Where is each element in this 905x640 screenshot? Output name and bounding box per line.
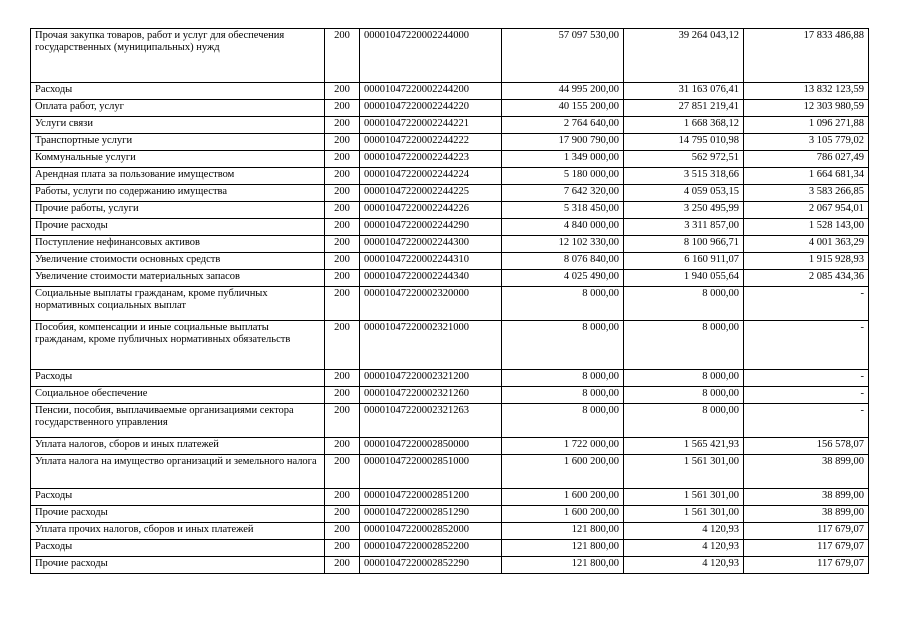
row-approved-cell: 57 097 530,00 — [502, 29, 624, 83]
table-row — [31, 219, 869, 236]
row-approved-cell: 121 800,00 — [502, 540, 624, 557]
row-code-cell: 200 — [325, 29, 360, 83]
row-name-cell: Работы, услуги по содержанию имущества — [31, 185, 325, 202]
row-kbk-cell: 00001047220002244200 — [360, 83, 502, 100]
row-executed-cell: 3 515 318,66 — [624, 168, 744, 185]
row-executed-cell: 1 940 055,64 — [624, 270, 744, 287]
row-code-cell: 200 — [325, 236, 360, 253]
row-name-cell: Уплата налога на имущество организаций и земельного налога — [31, 455, 325, 489]
table-row — [31, 117, 869, 134]
row-name-cell: Коммунальные услуги — [31, 151, 325, 168]
row-code-cell: 200 — [325, 321, 360, 370]
row-kbk-cell: 00001047220002851200 — [360, 489, 502, 506]
row-unexecuted-cell: 2 067 954,01 — [744, 202, 869, 219]
row-executed-cell: 1 561 301,00 — [624, 455, 744, 489]
row-executed-cell: 1 565 421,93 — [624, 438, 744, 455]
row-executed-cell: 8 100 966,71 — [624, 236, 744, 253]
row-kbk-cell: 00001047220002321200 — [360, 370, 502, 387]
row-name-cell: Прочая закупка товаров, работ и услуг для обеспечения государственных (муниципальных) нужд — [31, 29, 325, 83]
row-approved-cell: 1 600 200,00 — [502, 489, 624, 506]
row-executed-cell: 4 120,93 — [624, 523, 744, 540]
row-code-cell: 200 — [325, 489, 360, 506]
table-row — [31, 523, 869, 540]
row-approved-cell: 8 000,00 — [502, 321, 624, 370]
table-row — [31, 185, 869, 202]
row-name-cell: Поступление нефинансовых активов — [31, 236, 325, 253]
row-approved-cell: 17 900 790,00 — [502, 134, 624, 151]
row-unexecuted-cell: 12 303 980,59 — [744, 100, 869, 117]
row-code-cell: 200 — [325, 557, 360, 574]
row-approved-cell: 8 000,00 — [502, 287, 624, 321]
row-kbk-cell: 00001047220002852200 — [360, 540, 502, 557]
table-row — [31, 404, 869, 438]
row-name-cell: Арендная плата за пользование имуществом — [31, 168, 325, 185]
row-approved-cell: 40 155 200,00 — [502, 100, 624, 117]
table-row — [31, 236, 869, 253]
table-row — [31, 370, 869, 387]
row-name-cell: Уплата прочих налогов, сборов и иных платежей — [31, 523, 325, 540]
table-row — [31, 321, 869, 370]
table-row — [31, 455, 869, 489]
row-name-cell: Расходы — [31, 489, 325, 506]
row-code-cell: 200 — [325, 219, 360, 236]
table-row — [31, 100, 869, 117]
table-row — [31, 287, 869, 321]
row-executed-cell: 8 000,00 — [624, 287, 744, 321]
row-code-cell: 200 — [325, 270, 360, 287]
row-kbk-cell: 00001047220002244226 — [360, 202, 502, 219]
row-code-cell: 200 — [325, 134, 360, 151]
row-approved-cell: 4 025 490,00 — [502, 270, 624, 287]
row-name-cell: Пенсии, пособия, выплачиваемые организациями сектора государственного управления — [31, 404, 325, 438]
row-kbk-cell: 00001047220002244340 — [360, 270, 502, 287]
row-unexecuted-cell: 117 679,07 — [744, 540, 869, 557]
row-code-cell: 200 — [325, 117, 360, 134]
row-unexecuted-cell: 13 832 123,59 — [744, 83, 869, 100]
row-executed-cell: 1 561 301,00 — [624, 489, 744, 506]
row-code-cell: 200 — [325, 185, 360, 202]
row-executed-cell: 1 668 368,12 — [624, 117, 744, 134]
row-kbk-cell: 00001047220002852290 — [360, 557, 502, 574]
row-kbk-cell: 00001047220002321000 — [360, 321, 502, 370]
row-executed-cell: 3 250 495,99 — [624, 202, 744, 219]
row-kbk-cell: 00001047220002244223 — [360, 151, 502, 168]
row-executed-cell: 27 851 219,41 — [624, 100, 744, 117]
row-unexecuted-cell: 4 001 363,29 — [744, 236, 869, 253]
row-unexecuted-cell: 117 679,07 — [744, 557, 869, 574]
row-unexecuted-cell: - — [744, 287, 869, 321]
row-executed-cell: 31 163 076,41 — [624, 83, 744, 100]
row-unexecuted-cell: 2 085 434,36 — [744, 270, 869, 287]
row-unexecuted-cell: 156 578,07 — [744, 438, 869, 455]
row-unexecuted-cell: 1 915 928,93 — [744, 253, 869, 270]
table-row — [31, 387, 869, 404]
row-code-cell: 200 — [325, 168, 360, 185]
row-unexecuted-cell: - — [744, 370, 869, 387]
row-code-cell: 200 — [325, 151, 360, 168]
row-kbk-cell: 00001047220002244221 — [360, 117, 502, 134]
row-executed-cell: 1 561 301,00 — [624, 506, 744, 523]
table-row — [31, 253, 869, 270]
table-row — [31, 270, 869, 287]
row-name-cell: Пособия, компенсации и иные социальные выплаты гражданам, кроме публичных нормативных обязательств — [31, 321, 325, 370]
row-name-cell: Прочие расходы — [31, 219, 325, 236]
row-name-cell: Прочие расходы — [31, 557, 325, 574]
row-approved-cell: 8 000,00 — [502, 370, 624, 387]
row-name-cell: Расходы — [31, 83, 325, 100]
row-code-cell: 200 — [325, 202, 360, 219]
row-unexecuted-cell: 38 899,00 — [744, 489, 869, 506]
row-code-cell: 200 — [325, 370, 360, 387]
row-code-cell: 200 — [325, 438, 360, 455]
table-row — [31, 168, 869, 185]
row-executed-cell: 4 120,93 — [624, 557, 744, 574]
row-executed-cell: 4 120,93 — [624, 540, 744, 557]
row-code-cell: 200 — [325, 100, 360, 117]
row-unexecuted-cell: 117 679,07 — [744, 523, 869, 540]
row-name-cell: Прочие расходы — [31, 506, 325, 523]
row-code-cell: 200 — [325, 455, 360, 489]
row-code-cell: 200 — [325, 83, 360, 100]
row-kbk-cell: 00001047220002244222 — [360, 134, 502, 151]
row-executed-cell: 8 000,00 — [624, 321, 744, 370]
row-unexecuted-cell: 3 583 266,85 — [744, 185, 869, 202]
row-name-cell: Прочие работы, услуги — [31, 202, 325, 219]
row-kbk-cell: 00001047220002850000 — [360, 438, 502, 455]
row-name-cell: Оплата работ, услуг — [31, 100, 325, 117]
row-kbk-cell: 00001047220002244224 — [360, 168, 502, 185]
row-unexecuted-cell: 38 899,00 — [744, 455, 869, 489]
table-row — [31, 29, 869, 83]
row-code-cell: 200 — [325, 253, 360, 270]
row-name-cell: Социальные выплаты гражданам, кроме публичных нормативных социальных выплат — [31, 287, 325, 321]
row-unexecuted-cell: 3 105 779,02 — [744, 134, 869, 151]
row-approved-cell: 1 600 200,00 — [502, 455, 624, 489]
row-kbk-cell: 00001047220002851000 — [360, 455, 502, 489]
table-row — [31, 489, 869, 506]
row-approved-cell: 1 349 000,00 — [502, 151, 624, 168]
table-row — [31, 83, 869, 100]
row-name-cell: Уплата налогов, сборов и иных платежей — [31, 438, 325, 455]
row-approved-cell: 121 800,00 — [502, 557, 624, 574]
row-kbk-cell: 00001047220002244300 — [360, 236, 502, 253]
row-approved-cell: 5 180 000,00 — [502, 168, 624, 185]
row-approved-cell: 8 000,00 — [502, 387, 624, 404]
row-executed-cell: 8 000,00 — [624, 404, 744, 438]
row-name-cell: Транспортные услуги — [31, 134, 325, 151]
row-kbk-cell: 00001047220002244225 — [360, 185, 502, 202]
row-code-cell: 200 — [325, 523, 360, 540]
table-row — [31, 506, 869, 523]
table-row — [31, 134, 869, 151]
row-executed-cell: 39 264 043,12 — [624, 29, 744, 83]
row-name-cell: Социальное обеспечение — [31, 387, 325, 404]
row-kbk-cell: 00001047220002244290 — [360, 219, 502, 236]
row-code-cell: 200 — [325, 506, 360, 523]
row-executed-cell: 4 059 053,15 — [624, 185, 744, 202]
row-kbk-cell: 00001047220002320000 — [360, 287, 502, 321]
row-unexecuted-cell: 17 833 486,88 — [744, 29, 869, 83]
row-executed-cell: 14 795 010,98 — [624, 134, 744, 151]
row-code-cell: 200 — [325, 404, 360, 438]
row-approved-cell: 1 600 200,00 — [502, 506, 624, 523]
row-approved-cell: 12 102 330,00 — [502, 236, 624, 253]
row-unexecuted-cell: 1 528 143,00 — [744, 219, 869, 236]
row-kbk-cell: 00001047220002244310 — [360, 253, 502, 270]
row-code-cell: 200 — [325, 287, 360, 321]
row-name-cell: Увеличение стоимости материальных запасов — [31, 270, 325, 287]
row-approved-cell: 121 800,00 — [502, 523, 624, 540]
row-executed-cell: 6 160 911,07 — [624, 253, 744, 270]
row-approved-cell: 44 995 200,00 — [502, 83, 624, 100]
table-body — [31, 29, 869, 574]
row-approved-cell: 1 722 000,00 — [502, 438, 624, 455]
row-approved-cell: 5 318 450,00 — [502, 202, 624, 219]
table-row — [31, 438, 869, 455]
row-unexecuted-cell: - — [744, 387, 869, 404]
row-executed-cell: 8 000,00 — [624, 387, 744, 404]
row-code-cell: 200 — [325, 540, 360, 557]
expenditure-table — [30, 28, 869, 574]
row-kbk-cell: 00001047220002852000 — [360, 523, 502, 540]
row-approved-cell: 8 076 840,00 — [502, 253, 624, 270]
row-code-cell: 200 — [325, 387, 360, 404]
table-row — [31, 202, 869, 219]
row-name-cell: Услуги связи — [31, 117, 325, 134]
row-unexecuted-cell: 38 899,00 — [744, 506, 869, 523]
row-executed-cell: 562 972,51 — [624, 151, 744, 168]
row-kbk-cell: 00001047220002244000 — [360, 29, 502, 83]
row-name-cell: Расходы — [31, 540, 325, 557]
row-approved-cell: 2 764 640,00 — [502, 117, 624, 134]
table-row — [31, 557, 869, 574]
row-kbk-cell: 00001047220002321260 — [360, 387, 502, 404]
row-name-cell: Увеличение стоимости основных средств — [31, 253, 325, 270]
row-kbk-cell: 00001047220002851290 — [360, 506, 502, 523]
row-kbk-cell: 00001047220002244220 — [360, 100, 502, 117]
row-name-cell: Расходы — [31, 370, 325, 387]
row-unexecuted-cell: 786 027,49 — [744, 151, 869, 168]
row-kbk-cell: 00001047220002321263 — [360, 404, 502, 438]
row-executed-cell: 8 000,00 — [624, 370, 744, 387]
row-approved-cell: 8 000,00 — [502, 404, 624, 438]
row-executed-cell: 3 311 857,00 — [624, 219, 744, 236]
row-unexecuted-cell: 1 664 681,34 — [744, 168, 869, 185]
row-unexecuted-cell: - — [744, 321, 869, 370]
table-row — [31, 151, 869, 168]
row-unexecuted-cell: - — [744, 404, 869, 438]
row-approved-cell: 4 840 000,00 — [502, 219, 624, 236]
table-row — [31, 540, 869, 557]
row-approved-cell: 7 642 320,00 — [502, 185, 624, 202]
row-unexecuted-cell: 1 096 271,88 — [744, 117, 869, 134]
